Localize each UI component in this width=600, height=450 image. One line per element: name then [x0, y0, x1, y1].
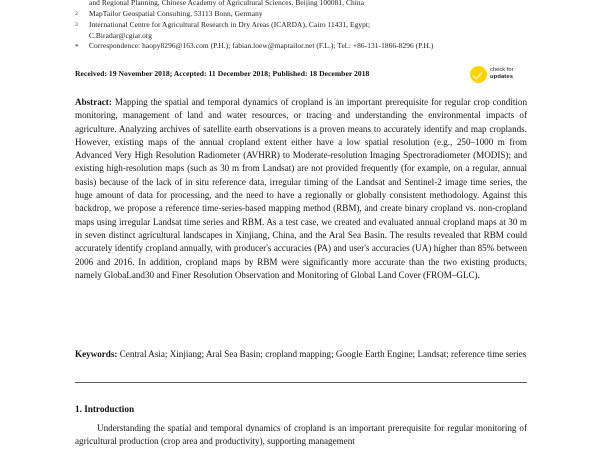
affiliation-row: [75, 20, 527, 31]
check-for-updates-line2: updates: [490, 74, 514, 80]
keywords-text: Central Asia; Xinjiang; Aral Sea Basin; cropland mapping; Google Earth Engine; Landsat; reference time series: [117, 349, 527, 359]
check-circle-icon: [470, 66, 487, 83]
correspondence-marker: *: [75, 41, 79, 51]
section-paragraph-introduction: Understanding the spatial and temporal dynamics of cropland is an important prerequisite for regular monitoring of agricultural production (crop area and productivity), supporting management: [75, 423, 527, 447]
affiliation-text: and Regional Planning, Chinese Academy of Agricultural Sciences, Beijing 100081, China: [89, 0, 365, 7]
correspondence-text[interactable]: Correspondence: haopy8296@163.com (P.H.); fabian.loew@maptailor.net (F.L.); Tel.: +86-131-1866-8296 (P.H.): [89, 41, 434, 51]
affiliations-block: [75, 0, 527, 52]
keywords-block: [75, 348, 527, 361]
horizontal-rule: [75, 382, 527, 383]
affiliation-row: [75, 9, 527, 20]
publication-dates: Received: 19 November 2018; Accepted: 11 December 2018; Published: 18 December 2018: [75, 69, 370, 78]
affiliation-row: [75, 0, 527, 9]
check-for-updates-badge[interactable]: [470, 62, 532, 86]
affiliation-marker: 3: [75, 22, 78, 29]
check-for-updates-label: [490, 67, 514, 81]
check-for-updates-line1: check for: [490, 67, 514, 73]
correspondence-row: [75, 41, 527, 52]
section-heading-introduction: 1. Introduction: [75, 404, 135, 414]
affiliation-text: MapTailor Geospatial Consulting, 53113 Bonn, Germany: [89, 8, 263, 18]
affiliation-text: International Centre for Agricultural Research in Dry Areas (ICARDA), Cairo 11431, Egypt;: [89, 19, 371, 29]
affiliation-email[interactable]: C.Biradar@cgiar.org: [89, 30, 153, 40]
keywords-label: Keywords:: [75, 349, 118, 359]
abstract-block: [75, 96, 527, 282]
abstract-label: Abstract:: [75, 97, 112, 107]
affiliation-marker: [75, 31, 89, 32]
affiliation-marker: 2: [75, 11, 78, 18]
abstract-text: Mapping the spatial and temporal dynamics of cropland is an important prerequisite for regular crop condition monitoring, management of land and water resources, or tracing and understanding the environmental impacts of agriculture. Analyzing archives of satellite earth observations is a proven means to accurately identify and map croplands. However, existing maps of the annual cropland extent either have a low spatial resolution (e.g., 250–1000 m from Advanced Very High Resolution Radiometer (AVHRR) to Moderate-resolution Imaging Spectroradiometer (MODIS); and existing high-resolution maps (such as 30 m from Landsat) are not provided frequently (for example, on a regular, annual basis) because of the lack of in situ reference data, irregular timing of the Landsat and Sentinel-2 image time series, the huge amount of data for processing, and the need to have a regionally or globally consistent methodology. Against this backdrop, we propose a reference time-series-based mapping method (RBM), and create binary cropland vs. non-cropland maps using irregular Landsat time series and RBM. As a test case, we created and evaluated annual cropland maps at 30 m in seven distinct agricultural landscapes in Xinjiang, China, and the Aral Sea Basin. The results revealed that RBM could accurately identify cropland annually, with producer's accuracies (PA) and user's accuracies (UA) higher than 85% between 2006 and 2016. In addition, cropland maps by RBM were significantly more accurate than the two existing products, namely GlobaLand30 and Finer Resolution Observation and Monitoring of Global Land Cover (FROM–GLC).: [75, 97, 527, 280]
affiliation-row: [75, 31, 527, 42]
